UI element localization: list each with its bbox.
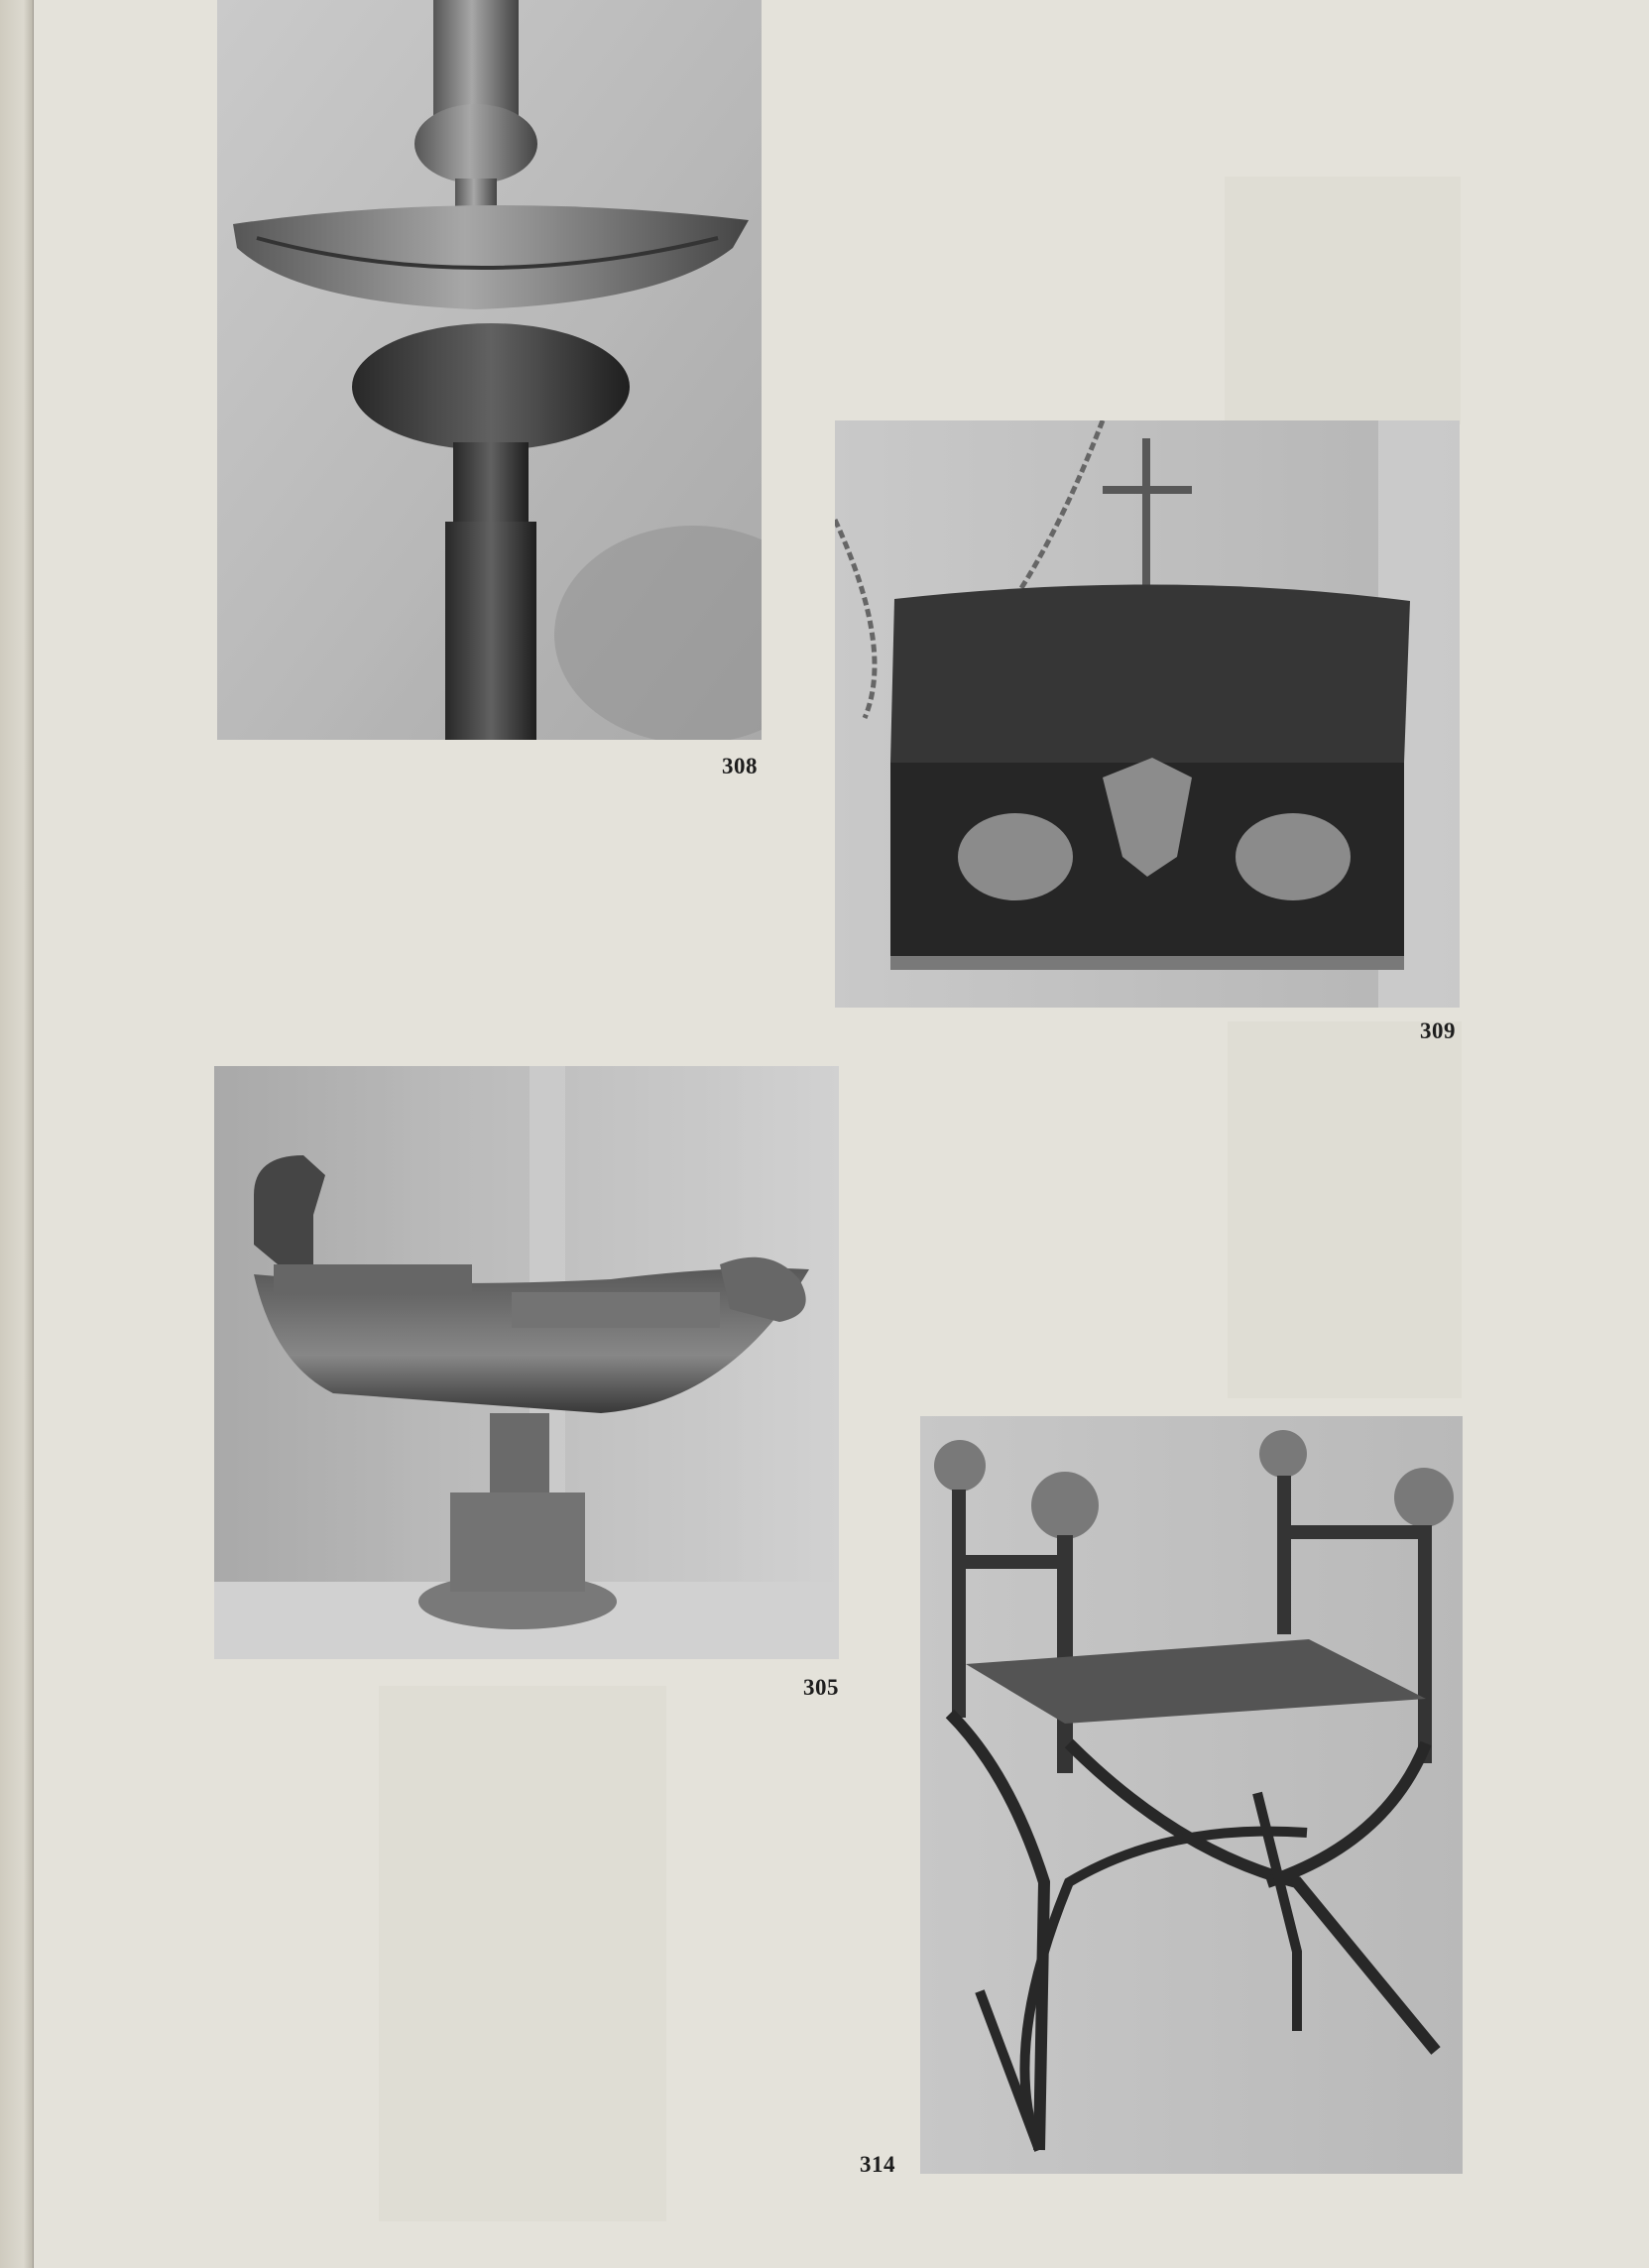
show-through-shadow: [1228, 1021, 1462, 1398]
photo-plate-candlestick: [217, 0, 762, 740]
ship-lamp-photo: [214, 1066, 839, 1659]
show-through-shadow: [1225, 177, 1461, 424]
casket-photo: [835, 420, 1460, 1008]
photo-plate-casket: [835, 420, 1460, 1008]
folding-chair-photo: [920, 1416, 1463, 2174]
photo-plate-folding-chair: [920, 1416, 1463, 2174]
photo-plate-ship-lamp: [214, 1066, 839, 1659]
candlestick-photo: [217, 0, 762, 740]
figure-number-308: 308: [722, 754, 758, 778]
figure-number-309: 309: [1420, 1018, 1456, 1043]
figure-number-314: 314: [860, 2152, 895, 2177]
page-binding-edge: [0, 0, 34, 2268]
show-through-shadow: [379, 1686, 666, 2221]
figure-number-305: 305: [803, 1675, 839, 1700]
